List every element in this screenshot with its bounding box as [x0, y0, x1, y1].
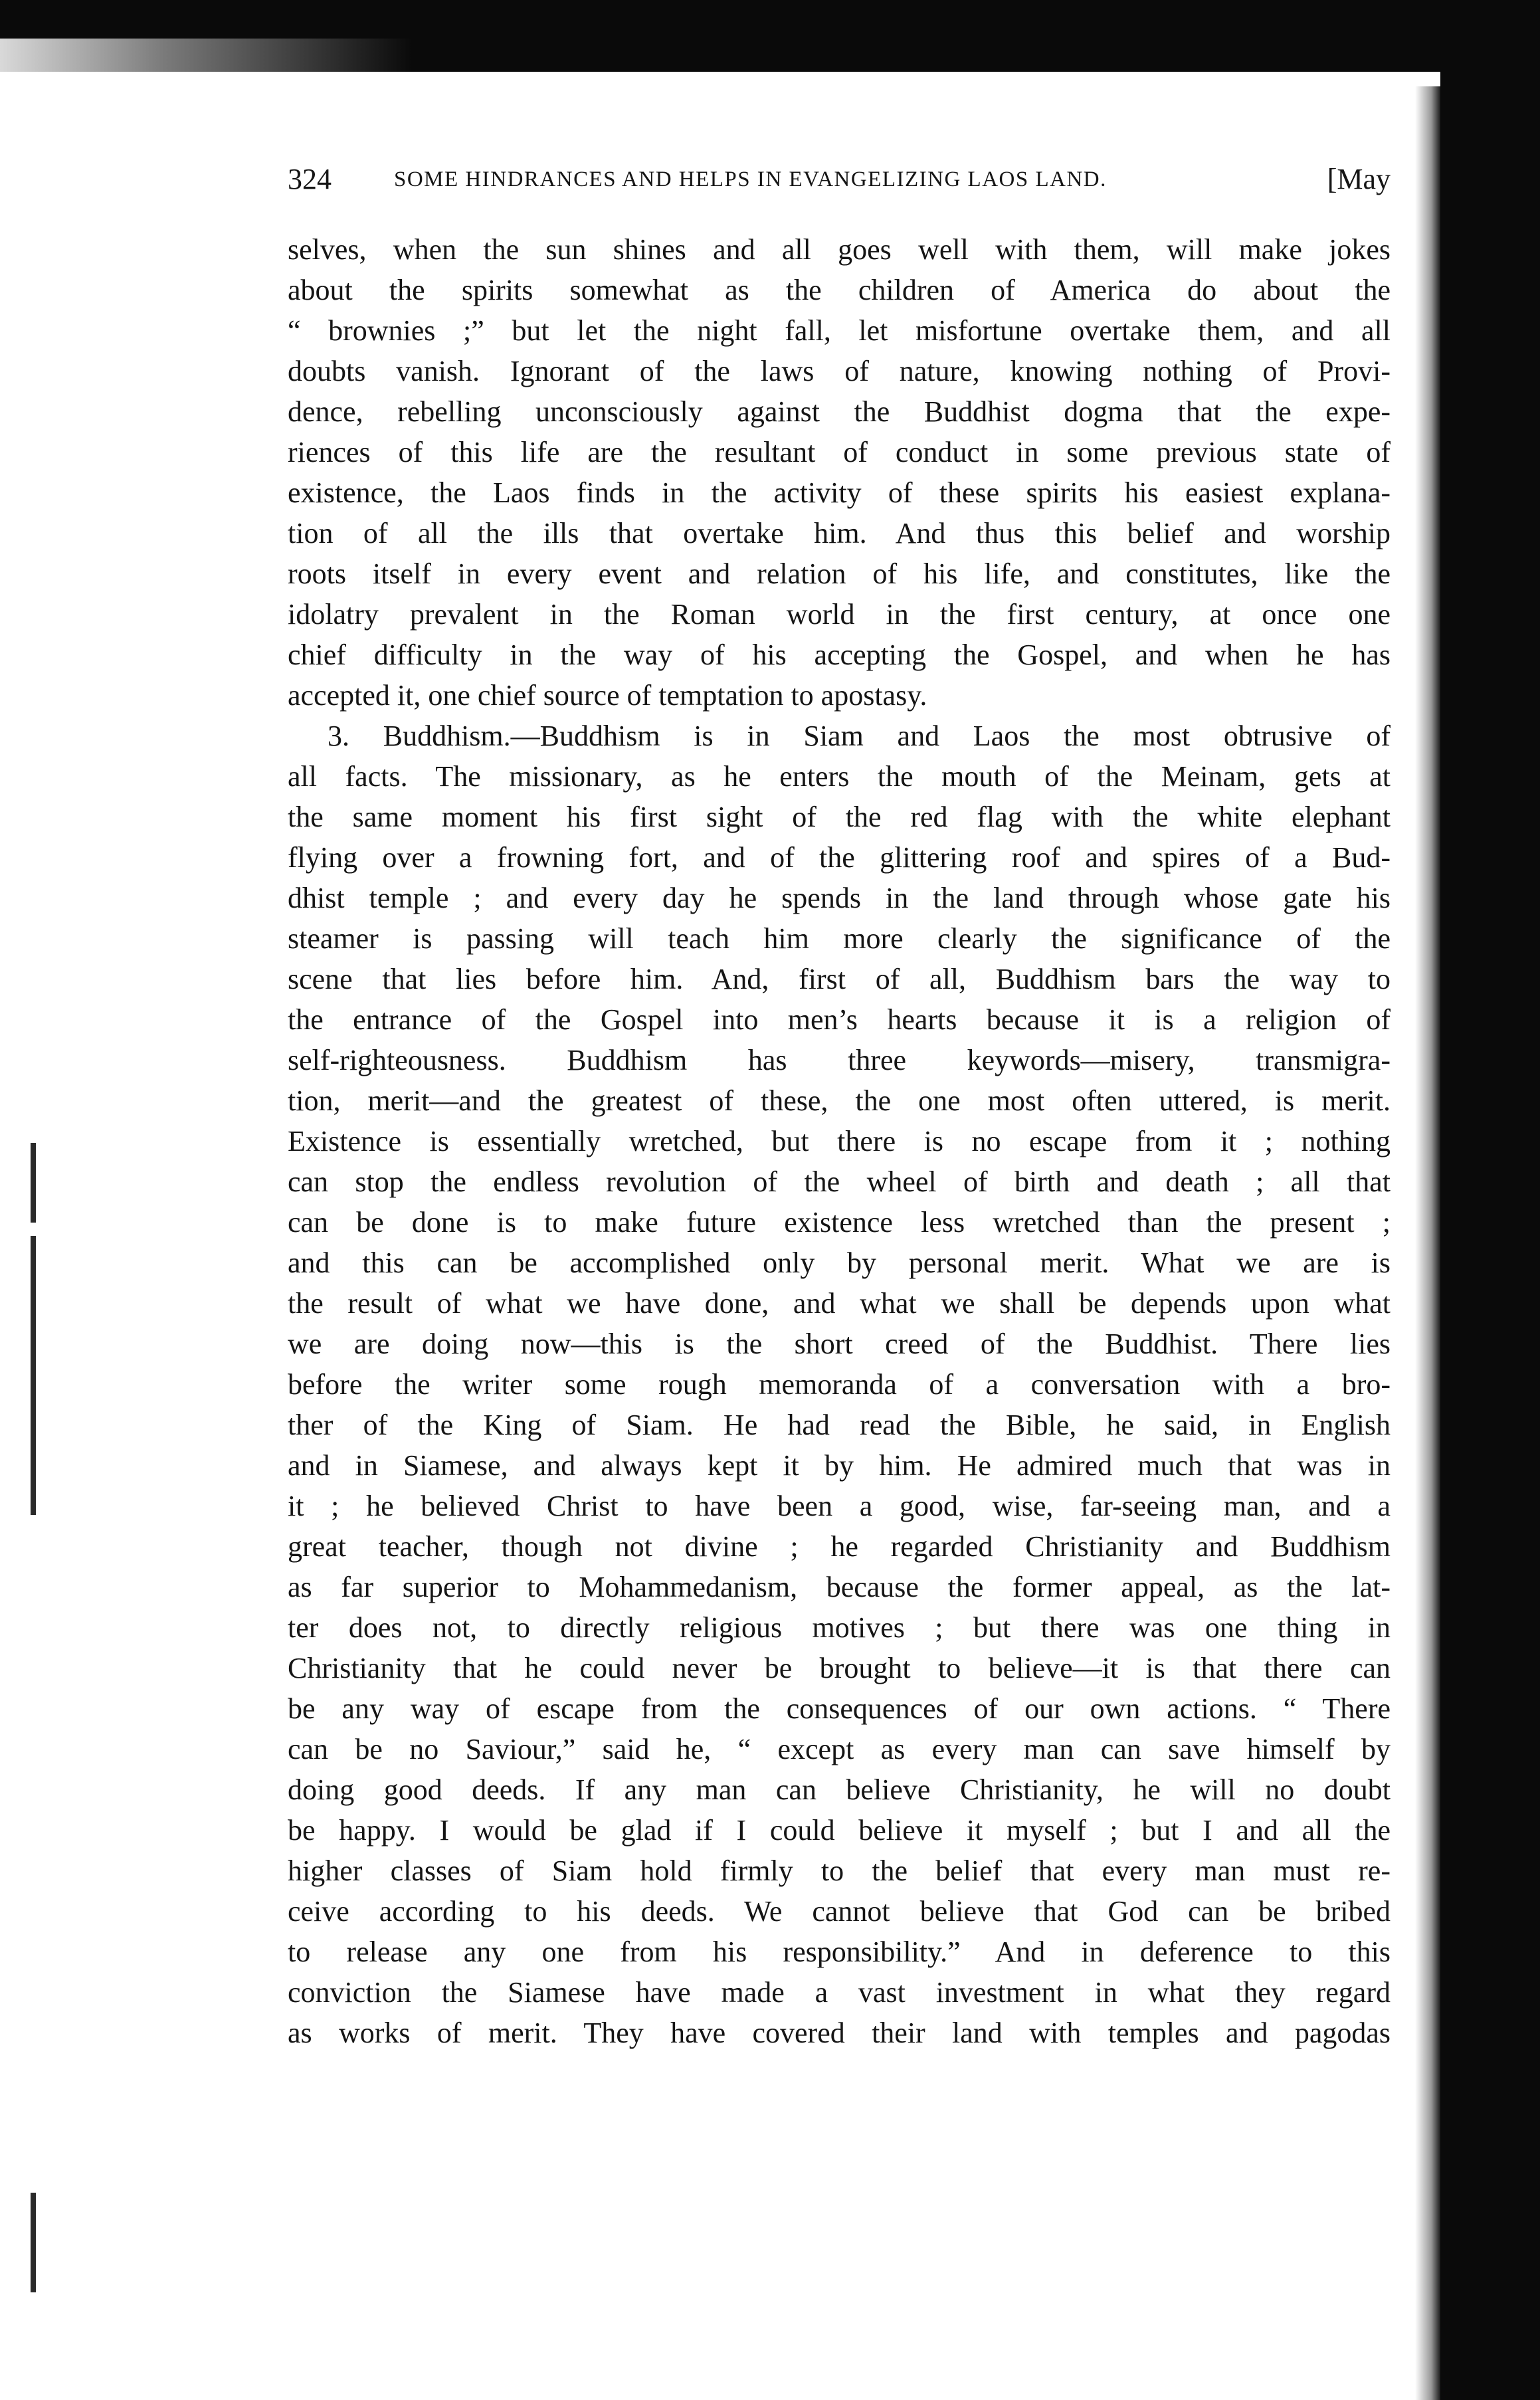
text-line: the result of what we have done, and what we shall be depends upon what — [288, 1287, 1391, 1320]
text-line: steamer is passing will teach him more clearly the significance of the — [288, 922, 1391, 955]
scan-margin-mark — [31, 1143, 36, 1223]
text-line: as far superior to Mohammedanism, because the former appeal, as the lat- — [288, 1571, 1391, 1603]
running-month: [May — [1327, 163, 1391, 195]
text-line: and this can be accomplished only by personal merit. What we are is — [288, 1247, 1391, 1279]
text-line: to release any one from his responsibility.” And in deference to this — [288, 1936, 1391, 1968]
text-line: as works of merit. They have covered their land with temples and pagodas — [288, 2017, 1391, 2049]
scan-top-border-fade — [0, 39, 412, 72]
text-line: tion, merit—and the greatest of these, the one most often uttered, is merit. — [288, 1084, 1391, 1117]
text-line: the entrance of the Gospel into men’s hearts because it is a religion of — [288, 1003, 1391, 1036]
text-line: riences of this life are the resultant of conduct in some previous state of — [288, 436, 1391, 468]
text-line: idolatry prevalent in the Roman world in the first century, at once one — [288, 598, 1391, 631]
text-line: dhist temple ; and every day he spends in the land through whose gate his — [288, 882, 1391, 914]
text-line: it ; he believed Christ to have been a good, wise, far-seeing man, and a — [288, 1490, 1391, 1522]
text-line: and in Siamese, and always kept it by him. He admired much that was in — [288, 1449, 1391, 1482]
text-line: “ brownies ;” but let the night fall, let misfortune overtake them, and all — [288, 314, 1391, 347]
text-line: doubts vanish. Ignorant of the laws of nature, knowing nothing of Provi- — [288, 355, 1391, 387]
text-line: Christianity that he could never be brought to believe—it is that there can — [288, 1652, 1391, 1684]
text-line: Existence is essentially wretched, but there is no escape from it ; nothing — [288, 1125, 1391, 1157]
scan-margin-mark — [31, 2193, 36, 2292]
text-line: all facts. The missionary, as he enters the mouth of the Meinam, gets at — [288, 760, 1391, 793]
page-number: 324 — [288, 163, 332, 195]
text-line: before the writer some rough memoranda of a conversation with a bro- — [288, 1368, 1391, 1401]
text-line: be any way of escape from the consequences of our own actions. “ There — [288, 1692, 1391, 1725]
section-heading-line: 3. Buddhism.—Buddhism is in Siam and Laos the most obtrusive of — [328, 720, 1391, 752]
paragraph-last-line: accepted it, one chief source of temptation to apostasy. — [288, 679, 927, 712]
text-line: selves, when the sun shines and all goes well with them, will make jokes — [288, 233, 1391, 266]
text-line: we are doing now—this is the short creed of the Buddhist. There lies — [288, 1328, 1391, 1360]
text-line: ther of the King of Siam. He had read the Bible, he said, in English — [288, 1409, 1391, 1441]
text-line: ceive according to his deeds. We cannot believe that God can be bribed — [288, 1895, 1391, 1928]
scan-right-border-fade — [1415, 86, 1442, 2400]
text-line: doing good deeds. If any man can believe Christianity, he will no doubt — [288, 1773, 1391, 1806]
text-line: about the spirits somewhat as the children of America do about the — [288, 274, 1391, 306]
text-line: be happy. I would be glad if I could believe it myself ; but I and all the — [288, 1814, 1391, 1847]
text-line: ter does not, to directly religious motives ; but there was one thing in — [288, 1611, 1391, 1644]
text-line: higher classes of Siam hold firmly to the belief that every man must re- — [288, 1854, 1391, 1887]
text-line: existence, the Laos finds in the activity of these spirits his easiest explana- — [288, 476, 1391, 509]
text-line: self-righteousness. Buddhism has three keywords—misery, transmigra- — [288, 1044, 1391, 1076]
text-line: scene that lies before him. And, first of all, Buddhism bars the way to — [288, 963, 1391, 995]
running-title: SOME HINDRANCES AND HELPS IN EVANGELIZING LAOS LAND. — [394, 167, 1107, 191]
text-line: chief difficulty in the way of his accepting the Gospel, and when he has — [288, 639, 1391, 671]
text-line: the same moment his first sight of the red flag with the white elephant — [288, 801, 1391, 833]
scan-margin-mark — [31, 1236, 36, 1515]
text-line: can be done is to make future existence less wretched than the present ; — [288, 1206, 1391, 1239]
body-text — [288, 229, 1391, 2094]
text-line — [288, 2053, 1391, 2094]
text-line: great teacher, though not divine ; he regarded Christianity and Buddhism — [288, 1530, 1391, 1563]
text-line: roots itself in every event and relation of his life, and constitutes, like the — [288, 557, 1391, 590]
text-line: conviction the Siamese have made a vast investment in what they regard — [288, 1976, 1391, 2009]
text-line: can stop the endless revolution of the wheel of birth and death ; all that — [288, 1165, 1391, 1198]
text-line: dence, rebelling unconsciously against the Buddhist dogma that the expe- — [288, 395, 1391, 428]
text-line: can be no Saviour,” said he, “ except as every man can save himself by — [288, 1733, 1391, 1765]
text-line: tion of all the ills that overtake him. And thus this belief and worship — [288, 517, 1391, 550]
scan-right-border — [1440, 0, 1540, 2400]
running-head — [288, 156, 1391, 203]
text-line: flying over a frowning fort, and of the glittering roof and spires of a Bud- — [288, 841, 1391, 874]
